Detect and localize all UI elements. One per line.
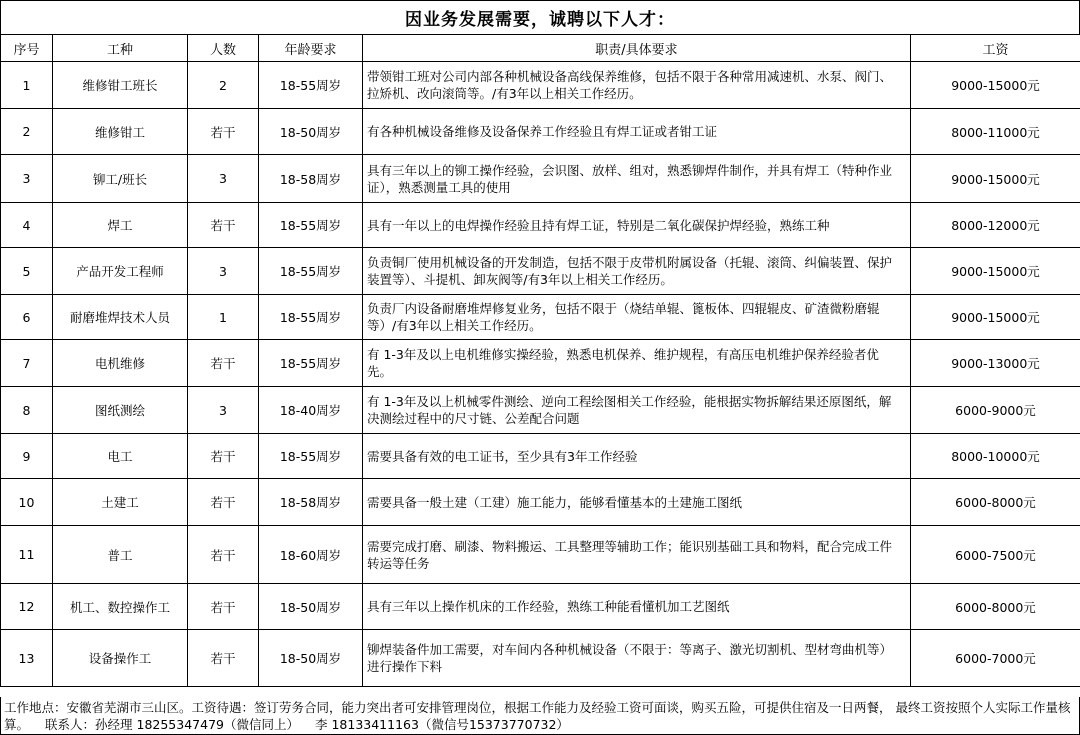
cell-count: 若干 [188,434,259,479]
cell-no: 11 [1,526,53,584]
col-header-job: 工种 [53,35,188,62]
col-header-no: 序号 [1,35,53,62]
cell-count: 2 [188,62,259,109]
table-row [1,248,1080,295]
footer-notes [0,697,1080,735]
cell-requirements: 铆焊装备件加工需要，对车间内各种机械设备（不限于：等离子、激光切割机、型材弯曲机等）进行操作下料 [363,630,911,687]
col-header-count: 人数 [188,35,259,62]
cell-job: 设备操作工 [53,630,188,687]
cell-salary: 6000-9000元 [911,387,1080,434]
cell-age: 18-58周岁 [259,155,363,203]
cell-requirements: 带领钳工班对公司内部各种机械设备高线保养维修，包括不限于各种常用减速机、水泵、阀门、拉矫机、改向滚筒等。/有3年以上相关工作经历。 [363,62,911,109]
cell-no: 12 [1,584,53,630]
table-row [1,479,1080,526]
col-header-requirements: 职责/具体要求 [363,35,911,62]
cell-age: 18-50周岁 [259,584,363,630]
table-row [1,109,1080,155]
cell-salary: 6000-8000元 [911,479,1080,526]
table-row [1,630,1080,687]
cell-salary: 9000-15000元 [911,62,1080,109]
cell-salary: 9000-15000元 [911,295,1080,340]
cell-requirements: 具有三年以上的铆工操作经验，会识图、放样、组对，熟悉铆焊件制作，并具有焊工（特种作业证），熟悉测量工具的使用 [363,155,911,203]
cell-job: 铆工/班长 [53,155,188,203]
header-row [1,35,1080,62]
cell-no: 5 [1,248,53,295]
cell-requirements: 负责铜厂使用机械设备的开发制造，包括不限于皮带机附属设备（托辊、滚筒、纠偏装置、保护装置等）、斗提机、卸灰阀等/有3年以上相关工作经历。 [363,248,911,295]
footer-info: 工作地点：安徽省芜湖市三山区。工资待遇：签订劳务合同，能力突出者可安排管理岗位，根据工作能力及经验工资可面谈，购买五险，可提供住宿及一日两餐， 最终工资按照个人实际工作量核算。 [4,700,1071,732]
cell-requirements: 负责厂内设备耐磨堆焊修复业务，包括不限于（烧结单辊、篦板体、四辊辊皮、矿渣微粉磨辊等）/有3年以上相关工作经历。 [363,295,911,340]
cell-age: 18-55周岁 [259,295,363,340]
table-row [1,62,1080,109]
cell-job: 耐磨堆焊技术人员 [53,295,188,340]
cell-no: 8 [1,387,53,434]
cell-job: 图纸测绘 [53,387,188,434]
cell-no: 4 [1,203,53,248]
cell-job: 电机维修 [53,340,188,387]
table-row [1,340,1080,387]
cell-salary: 6000-8000元 [911,584,1080,630]
cell-salary: 8000-10000元 [911,434,1080,479]
jobs-table [0,34,1080,687]
footer-contact-sun: 联系人：孙经理 18255347479（微信同上） [45,717,299,732]
cell-requirements: 具有一年以上的电焊操作经验且持有焊工证，特别是二氧化碳保护焊经验，熟练工种 [363,203,911,248]
table-row [1,387,1080,434]
cell-job: 维修钳工班长 [53,62,188,109]
cell-salary: 6000-7000元 [911,630,1080,687]
cell-salary: 6000-7500元 [911,526,1080,584]
cell-age: 18-58周岁 [259,479,363,526]
cell-age: 18-40周岁 [259,387,363,434]
cell-age: 18-55周岁 [259,248,363,295]
cell-job: 产品开发工程师 [53,248,188,295]
cell-no: 9 [1,434,53,479]
cell-requirements: 需要具备有效的电工证书，至少具有3年工作经验 [363,434,911,479]
cell-count: 若干 [188,109,259,155]
cell-count: 若干 [188,203,259,248]
cell-age: 18-50周岁 [259,109,363,155]
table-row [1,295,1080,340]
table-row [1,203,1080,248]
cell-age: 18-55周岁 [259,340,363,387]
cell-salary: 8000-12000元 [911,203,1080,248]
cell-no: 6 [1,295,53,340]
cell-requirements: 需要完成打磨、刷漆、物料搬运、工具整理等辅助工作；能识别基础工具和物料，配合完成工件转运等任务 [363,526,911,584]
col-header-salary: 工资 [911,35,1080,62]
cell-count: 3 [188,387,259,434]
cell-count: 若干 [188,340,259,387]
table-row [1,584,1080,630]
cell-job: 普工 [53,526,188,584]
cell-count: 若干 [188,584,259,630]
cell-requirements: 具有三年以上操作机床的工作经验，熟练工种能看懂机加工艺图纸 [363,584,911,630]
cell-no: 10 [1,479,53,526]
cell-salary: 9000-13000元 [911,340,1080,387]
cell-requirements: 有各种机械设备维修及设备保养工作经验且有焊工证或者钳工证 [363,109,911,155]
cell-count: 若干 [188,479,259,526]
cell-count: 若干 [188,526,259,584]
cell-count: 3 [188,155,259,203]
page-title: 因业务发展需要，诚聘以下人才： [0,0,1080,35]
cell-age: 18-55周岁 [259,62,363,109]
table-row [1,155,1080,203]
cell-no: 1 [1,62,53,109]
cell-age: 18-60周岁 [259,526,363,584]
table-row [1,434,1080,479]
cell-job: 电工 [53,434,188,479]
cell-requirements: 有 1-3年及以上机械零件测绘、逆向工程绘图相关工作经验，能根据实物拆解结果还原图纸，解决测绘过程中的尺寸链、公差配合问题 [363,387,911,434]
table-row [1,526,1080,584]
cell-count: 3 [188,248,259,295]
cell-salary: 9000-15000元 [911,155,1080,203]
cell-salary: 9000-15000元 [911,248,1080,295]
cell-job: 机工、数控操作工 [53,584,188,630]
cell-age: 18-55周岁 [259,434,363,479]
cell-requirements: 需要具备一般土建（工建）施工能力，能够看懂基本的土建施工图纸 [363,479,911,526]
cell-salary: 8000-11000元 [911,109,1080,155]
cell-no: 7 [1,340,53,387]
cell-no: 13 [1,630,53,687]
cell-no: 3 [1,155,53,203]
footer-contact-li: 李 18133411163（微信号15373770732） [314,717,569,732]
cell-job: 焊工 [53,203,188,248]
cell-age: 18-50周岁 [259,630,363,687]
col-header-age: 年龄要求 [259,35,363,62]
cell-count: 1 [188,295,259,340]
cell-count: 若干 [188,630,259,687]
cell-age: 18-55周岁 [259,203,363,248]
cell-job: 土建工 [53,479,188,526]
cell-job: 维修钳工 [53,109,188,155]
cell-no: 2 [1,109,53,155]
cell-requirements: 有 1-3年及以上电机维修实操经验，熟悉电机保养、维护规程，有高压电机维护保养经验者优先。 [363,340,911,387]
